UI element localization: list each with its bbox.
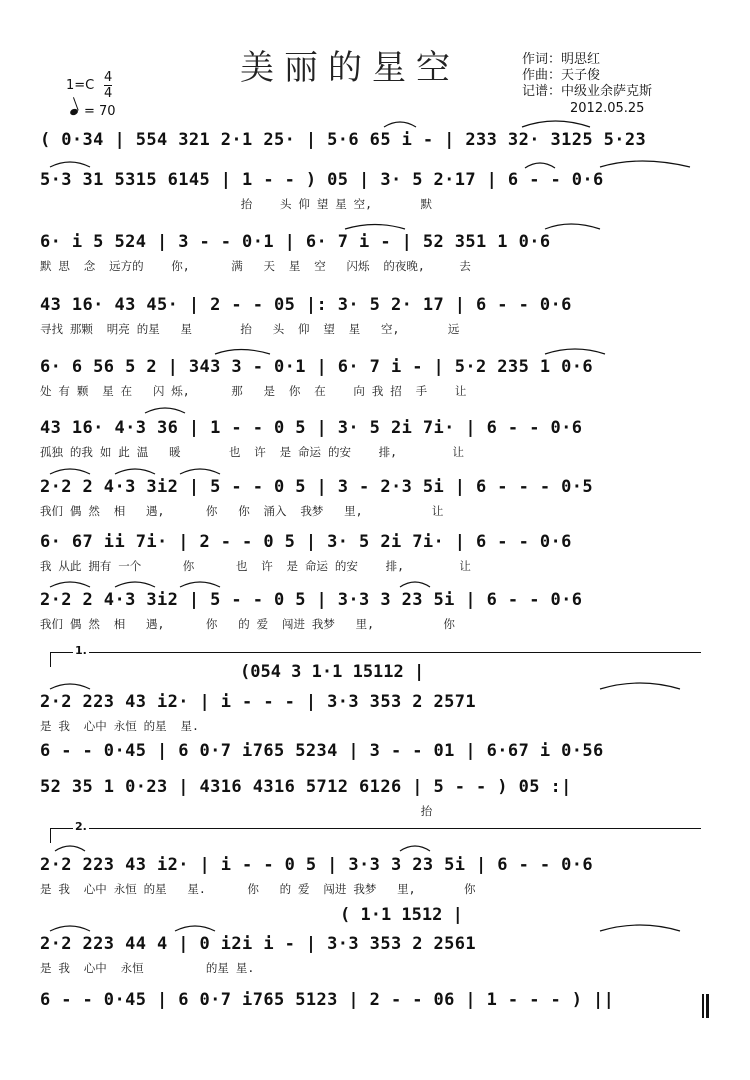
lyric-line: 默 思 念 远方的 你, 满 天 星 空 闪烁 的夜晚, 去 (40, 259, 471, 273)
notation-line: 52 35 1 0·23 | 4316 4316 5712 6126 | 5 - - ) 05 :| (40, 777, 572, 797)
song-title: 美丽的星空 (240, 48, 460, 88)
notation-line: 6· i 5 524 | 3 - - 0·1 | 6· 7 i - | 52 351 1 0·6 (40, 232, 551, 252)
volta-label-1: 1. (75, 644, 87, 657)
interlude-line-1: (054 3 1·1 15112 | (240, 662, 425, 682)
notation-line: 2·2 2 4·3 3i2 | 5 - - 0 5 | 3 - 2·3 5i | 6 - - - 0·5 (40, 477, 594, 497)
lyric-line: 抬 头 仰 望 星 空, 默 (40, 197, 433, 211)
lyric-line: 是 我 心中 永恒 的星 星. (40, 719, 199, 733)
lyric-line: 我 从此 拥有 一个 你 也 许 是 命运 的安 排, 让 (40, 559, 471, 573)
notation-line: 43 16· 43 45· | 2 - - 05 |: 3· 5 2· 17 | 6 - - 0·6 (40, 295, 572, 315)
end-barline-thin (702, 994, 704, 1018)
notation-line: ( 0·34 | 554 321 2·1 25· | 5·6 65 i - | 233 32· 3125 5·23 (40, 130, 647, 150)
notation-line: 43 16· 4·3 36 | 1 - - 0 5 | 3· 5 2i 7i· | 6 - - 0·6 (40, 418, 583, 438)
notation-line: 6· 6 56 5 2 | 343 3 - 0·1 | 6· 7 i - | 5·2 235 1 0·6 (40, 357, 594, 377)
lyric-line: 是 我 心中 永恒 的星 星. 你 的 爱 闯进 我梦 里, 你 (40, 882, 476, 896)
notation-line: 5·3 31 5315 6145 | 1 - - ) 05 | 3· 5 2·17 | 6 - - 0·6 (40, 170, 604, 190)
transcriber-credit: 记谱：中级业余萨克斯 (522, 84, 653, 99)
volta-label-2: 2. (75, 820, 87, 833)
notation-line: 2·2 223 44 4 | 0 i2i i - | 3·3 353 2 2561 (40, 934, 477, 954)
interlude-line-2: ( 1·1 1512 | (340, 905, 463, 925)
tempo-value: = 70 (84, 104, 116, 119)
lyric-line: 孤独 的我 如 此 温 暖 也 许 是 命运 的安 排, 让 (40, 445, 464, 459)
notation-line: 6 - - 0·45 | 6 0·7 i765 5123 | 2 - - 06 | 1 - - - ) || (40, 990, 615, 1010)
key-signature: 1=C (66, 78, 95, 93)
lyric-line: 抬 (40, 804, 433, 818)
lyricist-credit: 作词：明思红 (522, 52, 601, 67)
lyric-line: 我们 偶 然 相 遇, 你 的 爱 闯进 我梦 里, 你 (40, 617, 455, 631)
transcription-date: 2012.05.25 (570, 101, 645, 116)
lyric-line: 寻找 那颗 明亮 的星 星 抬 头 仰 望 星 空, 远 (40, 322, 460, 336)
notation-line: 6· 67 ii 7i· | 2 - - 0 5 | 3· 5 2i 7i· | 6 - - 0·6 (40, 532, 572, 552)
composer-credit: 作曲：天子俊 (522, 68, 601, 83)
notation-line: 6 - - 0·45 | 6 0·7 i765 5234 | 3 - - 01 | 6·67 i 0·56 (40, 741, 604, 761)
lyric-line: 是 我 心中 永恒 的星 星. (40, 961, 255, 975)
lyric-line: 处 有 颗 星 在 闪 烁, 那 是 你 在 向 我 招 手 让 (40, 384, 467, 398)
notation-line: 2·2 2 4·3 3i2 | 5 - - 0 5 | 3·3 3 23 5i | 6 - - 0·6 (40, 590, 583, 610)
end-barline-thick (706, 994, 709, 1018)
notation-line: 2·2 223 43 i2· | i - - - | 3·3 353 2 2571 (40, 692, 477, 712)
notation-line: 2·2 223 43 i2· | i - - 0 5 | 3·3 3 23 5i | 6 - - 0·6 (40, 855, 594, 875)
time-signature-denominator: 4 (104, 86, 113, 101)
time-signature-numerator: 4 (104, 70, 113, 85)
lyric-line: 我们 偶 然 相 遇, 你 你 涌入 我梦 里, 让 (40, 504, 444, 518)
